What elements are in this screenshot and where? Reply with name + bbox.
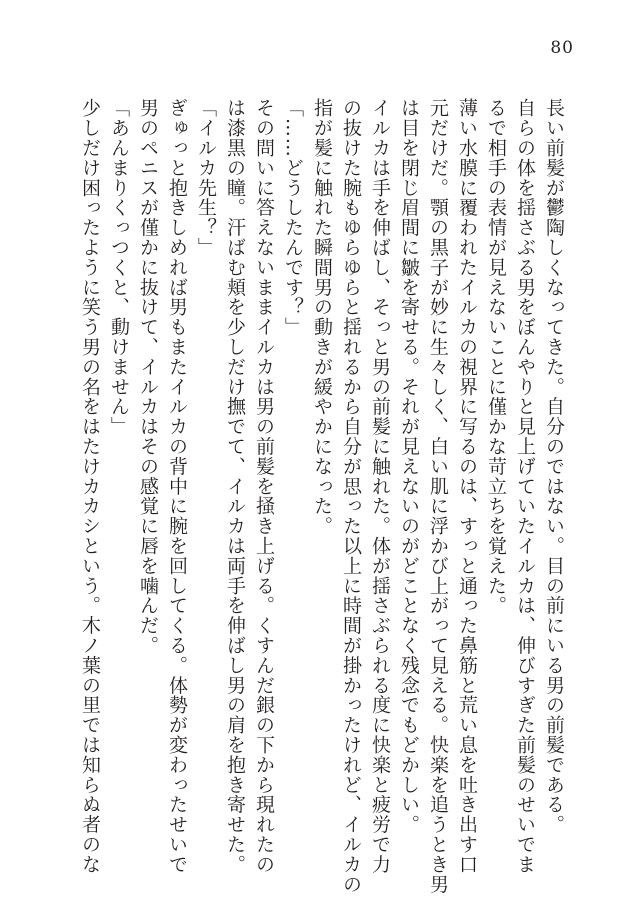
text-line: は漆黒の瞳。汗ばむ頬を少しだけ撫でて、イルカは両手を伸ばし男の肩を抱き寄せた。: [224, 98, 246, 875]
text-line: 「あんまりくっつくと、動けません」: [108, 98, 130, 437]
text-line: イルカは手を伸ばし、そっと男の前髪に触れた。体が揺さぶられる度に快楽と疲労で力: [369, 98, 391, 875]
text-line: 少しだけ困ったように笑う男の名をはたけカカシという。木ノ葉の里では知らぬ者のな: [79, 98, 101, 875]
text-line: は目を閉じ眉間に皺を寄せる。それが見えないのがどことなく残念でもどかしい。: [398, 98, 420, 835]
text-line: 男のペニスが僅かに抜けて、イルカはその感覚に唇を噛んだ。: [137, 98, 159, 656]
text-line: の抜けた腕もゆらゆらと揺れるから自分が思った以上に時間が掛かったけれど、イルカの: [340, 98, 362, 894]
text-line: 薄い水膜に覆われたイルカの視界に写るのは、すっと通った鼻筋と荒い息を吐き出す口: [456, 98, 478, 875]
text-line: 自らの体を揺さぶる男をぼんやりと見上げていたイルカは、伸びすぎた前髪のせいでま: [514, 98, 536, 875]
text-line: 元だけだ。顎の黒子が妙に生々しく、白い肌に浮かび上がって見える。快楽を追うとき男: [427, 98, 449, 894]
vertical-text-body: [48, 98, 568, 894]
text-line: その問いに答えないままイルカは男の前髪を掻き上げる。くすんだ銀の下から現れたの: [253, 98, 275, 875]
text-line: 「……どうしたんです？」: [282, 98, 304, 337]
page-number: 80: [550, 38, 574, 58]
text-line: ぎゅっと抱きしめれば男もまたイルカの背中に腕を回してくる。体勢が変わったせいで: [166, 98, 188, 875]
text-line: 長い前髪が鬱陶しくなってきた。自分のではない。目の前にいる男の前髪である。: [543, 98, 565, 835]
text-line: るで相手の表情が見えないことに僅かな苛立ちを覚えた。: [485, 98, 507, 616]
text-line: 「イルカ先生？」: [195, 98, 217, 258]
text-line: 指が髪に触れた瞬間男の動きが緩やかになった。: [311, 98, 333, 536]
